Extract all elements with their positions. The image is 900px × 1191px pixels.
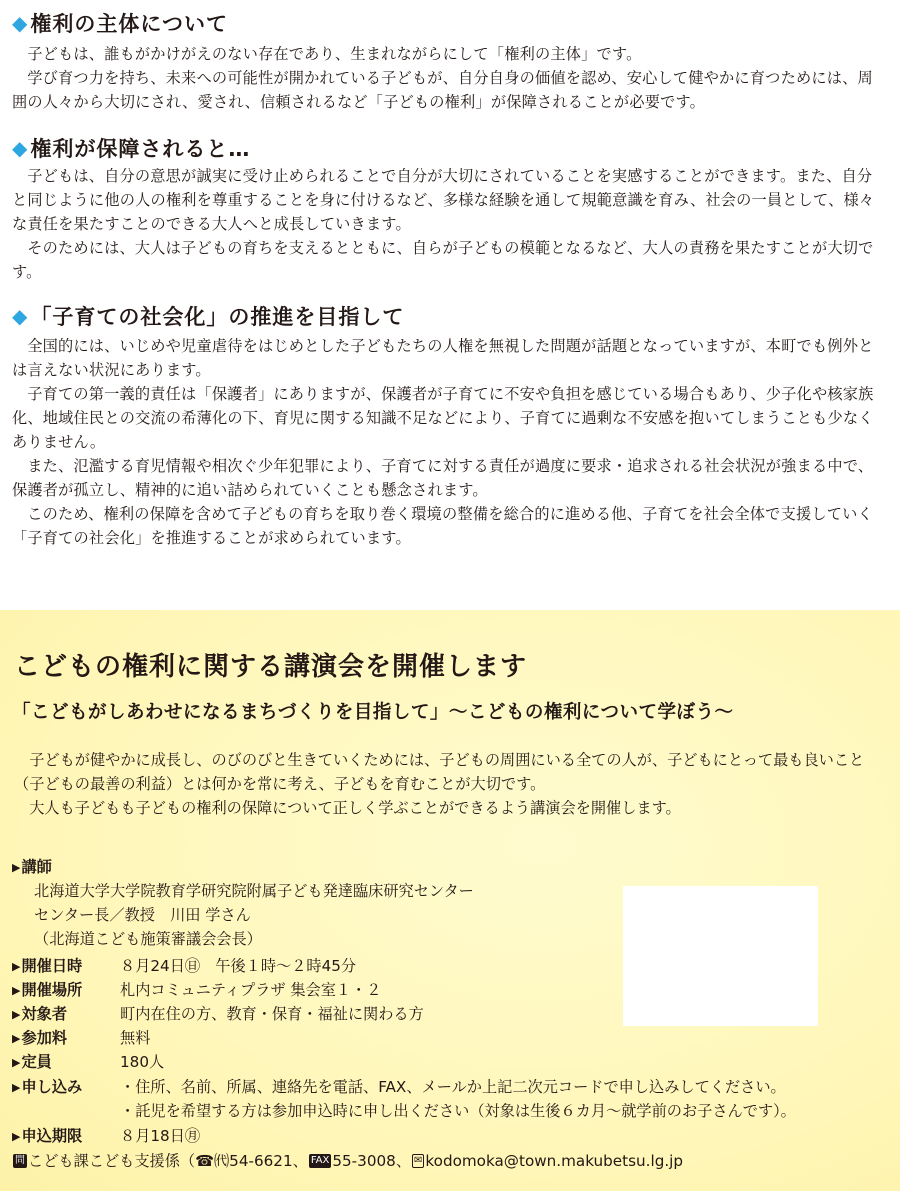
fax-icon: FAX xyxy=(310,1154,330,1166)
triangle-right-icon: ▶ xyxy=(12,984,21,997)
detail-row-venue: ▶開催場所 札内コミュニティプラザ 集会室１・２ xyxy=(12,981,382,999)
triangle-right-icon: ▶ xyxy=(12,861,21,874)
event-paragraph: 子どもが健やかに成長し、のびのびと生きていくためには、子どもの周囲にいる全ての人が、子どもにとって最も良いこと（子どもの最善の利益）とは何かを常に考え、子どもを育むことが大切です。 xyxy=(14,751,865,793)
apply-line: ・託児を希望する方は参加申込時に申し出ください（対象は生後６カ月～就学前のお子さんです）。 xyxy=(120,1102,796,1120)
paragraph: 子育ての第一義的責任は「保護者」にありますが、保護者が子育てに不安や負担を感じている場合もあり、少子化や核家族化、地域住民との交流の希薄化の下、育児に関する知識不足などにより、子育てに過剰な不安感を抱いてしまうことも少なくありません。 xyxy=(12,385,874,451)
fax-number: 55-3008、 xyxy=(332,1152,412,1170)
paragraph: 学び育つ力を持ち、未来への可能性が開かれている子どもが、自分自身の価値を認め、安心して健やかに育つためには、周囲の人々から大切にされ、愛され、信頼されるなど「子どもの権利」が保障されることが必要です。 xyxy=(12,69,873,111)
event-title: こどもの権利に関する講演会を開催します xyxy=(14,652,528,682)
triangle-right-icon: ▶ xyxy=(12,1081,21,1094)
paragraph: そのためには、大人は子どもの育ちを支えるとともに、自らが子どもの模範となるなど、大人の責務を果たすことが大切です。 xyxy=(12,239,874,281)
representative-icon: ㈹ xyxy=(213,1152,230,1170)
detail-row-capacity: ▶定員 180人 xyxy=(12,1053,165,1071)
contact-line: 問 こども課こども支援係（ ☎ ㈹ 54-6621、 FAX 55-3008、 ✉ kodomoka@town.makubetsu.lg.jp xyxy=(15,1151,684,1170)
paragraph: また、氾濫する育児情報や相次ぐ少年犯罪により、子育てに対する責任が過度に要求・追求される社会状況が強まる中で、保護者が孤立し、精神的に追い詰められていくことも懸念されます。 xyxy=(12,457,874,499)
event-subtitle: 「こどもがしあわせになるまちづくりを目指して」～こどもの権利について学ぼう～ xyxy=(12,702,734,723)
detail-row-datetime: ▶開催日時 ８月24日㊐ 午後１時～２時45分 xyxy=(12,957,357,975)
inquiry-icon: 問 xyxy=(15,1154,25,1166)
paragraph: 子どもは、自分の意思が誠実に受け止められることで自分が大切にされていることを実感することができます。また、自分と同じように他の人の権利を尊重することを身に付けるなど、多様な経験を通して規範意識を育み、社会の一員として、様々な責任を果たすことのできる大人へと成長していきます。 xyxy=(12,167,875,233)
detail-row-apply: ▶申し込み ・住所、名前、所属、連絡先を電話、FAX、メールか上記二次元コードで申し込みしてください。 xyxy=(12,1078,786,1096)
lecturer-line: 北海道大学大学院教育学研究院附属子ども発達臨床研究センター xyxy=(34,882,474,900)
triangle-right-icon: ▶ xyxy=(12,960,21,973)
detail-row-fee: ▶参加料 無料 xyxy=(12,1029,151,1047)
detail-row-target: ▶対象者 町内在住の方、教育・保育・福祉に関わる方 xyxy=(12,1005,424,1023)
phone-number: 54-6621、 xyxy=(229,1152,308,1170)
section-heading: ◆ 「子育ての社会化」の推進を目指して xyxy=(12,304,405,329)
paragraph: 全国的には、いじめや児童虐待をはじめとした子どもたちの人権を無視した問題が話題となっていますが、本町でも例外とは言えない状況にあります。 xyxy=(12,337,874,379)
triangle-right-icon: ▶ xyxy=(12,1032,21,1045)
event-paragraph: 大人も子どもも子どもの権利の保障について正しく学ぶことができるよう講演会を開催します。 xyxy=(29,799,681,817)
diamond-icon: ◆ xyxy=(12,136,29,160)
section-heading: ◆ 権利が保障されると… xyxy=(12,136,251,161)
lecturer-row: ▶講師 xyxy=(12,858,52,876)
diamond-icon: ◆ xyxy=(12,11,29,35)
section-heading: ◆ 権利の主体について xyxy=(12,11,228,36)
paragraph: 子どもは、誰もがかけがえのない存在であり、生まれながらにして「権利の主体」です。 xyxy=(27,45,642,63)
diamond-icon: ◆ xyxy=(12,304,29,328)
lecturer-line: （北海道こども施策審議会会長） xyxy=(34,930,262,948)
lecturer-line: センター長／教授 川田 学さん xyxy=(34,906,251,924)
mail-icon: ✉ xyxy=(414,1154,423,1166)
triangle-right-icon: ▶ xyxy=(12,1008,21,1021)
phone-icon: ☎ xyxy=(195,1151,214,1170)
triangle-right-icon: ▶ xyxy=(12,1130,21,1143)
detail-row-deadline: ▶申込期限 ８月18日㊊ xyxy=(12,1127,201,1145)
email-address[interactable]: kodomoka@town.makubetsu.lg.jp xyxy=(425,1151,684,1170)
paragraph: このため、権利の保障を含めて子どもの育ちを取り巻く環境の整備を総合的に進める他、子育てを社会全体で支援していく「子育ての社会化」を推進することが求められています。 xyxy=(12,505,873,547)
triangle-right-icon: ▶ xyxy=(12,1056,21,1069)
qr-code-placeholder[interactable] xyxy=(623,886,818,1026)
